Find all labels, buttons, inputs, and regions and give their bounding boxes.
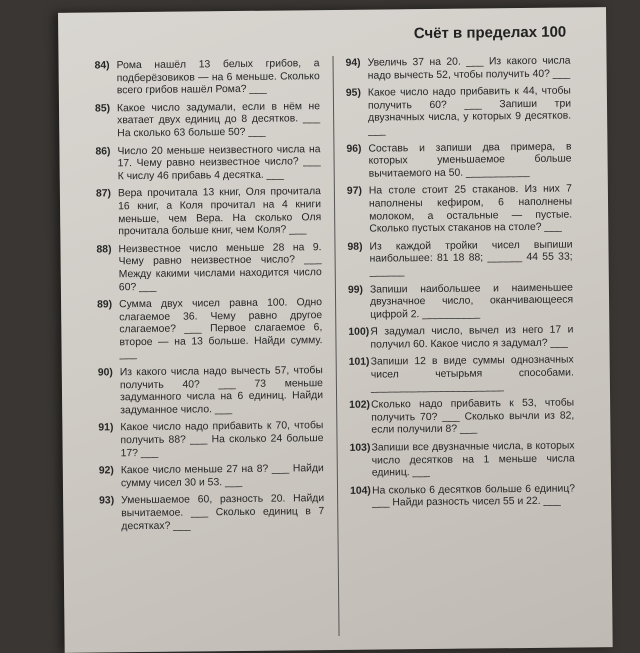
problem-item <box>95 144 320 184</box>
workbook-page <box>58 7 613 653</box>
problem-text: Из какого числа надо вычесть 57, чтобы получить 40? ___ 73 меньше задуманного числа на 6 единиц. Найди задуманное число. ___ <box>119 365 324 417</box>
problem-item <box>346 56 571 84</box>
problem-number: 95) <box>345 87 361 100</box>
problem-number: 102) <box>349 399 370 412</box>
problem-item <box>98 421 323 461</box>
problem-number: 89) <box>97 299 113 311</box>
problem-item <box>96 242 322 295</box>
problem-text: Запиши 12 в виде суммы однозначных чисел четырьмя способами. _______________________ <box>370 354 574 394</box>
problem-number: 100) <box>348 326 370 339</box>
problem-number: 85) <box>94 103 111 115</box>
problem-number: 84) <box>94 60 110 72</box>
problem-text: Какое число надо прибавить к 44, чтобы получить 60? ___ Запиши три двузначных числа, у которых 9 десятков. ___ <box>367 85 572 137</box>
problem-item <box>347 239 572 279</box>
problem-number: 94) <box>345 57 361 69</box>
problem-item <box>99 494 324 534</box>
problem-number: 86) <box>95 145 111 158</box>
problem-text: Увеличь 37 на 20. ___ Из какого числа надо вычесть 52, чтобы получить 40? ___ <box>367 55 571 82</box>
problem-text: Сколько надо прибавить к 53, чтобы получить 70? ___ Сколько вычли из 82, если получили 8? ___ <box>371 397 575 437</box>
problem-item <box>99 463 324 491</box>
problem-text: Уменьшаемое 60, разность 20. Найди вычитаемое. ___ Сколько единиц в 7 десятках? ___ <box>121 493 325 532</box>
problem-text: Я задумал число, вычел из него 17 и получил 60. Какое число я задумал? ___ <box>370 324 574 351</box>
problem-text: Какое число меньше 27 на 8? ___ Найди сумму чисел 30 и 53. ___ <box>120 463 324 490</box>
problem-number: 101) <box>348 357 370 369</box>
problem-item <box>95 58 320 98</box>
problem-text: Какое число надо прибавить к 70, чтобы получить 88? ___ На сколько 24 больше 17? ___ <box>120 420 324 459</box>
problem-item <box>346 86 572 139</box>
problem-text: Вера прочитала 13 книг, Оля прочитала 16 книг, а Коля прочитал на 4 книги меньше, чем Вера. На сколько Оля прочитала больше книг, чем Коля? ___ <box>117 186 322 238</box>
problem-number: 96) <box>346 143 362 155</box>
problem-text: Число 20 меньше неизвестного числа на 17. Чему равно неизвестное число? ___ К числу 46 прибавь 4 десятка. ___ <box>117 143 321 183</box>
problem-text: Запиши все двузначные числа, в которых число десятков на 1 меньше числа единиц. ___ <box>371 440 575 479</box>
problem-number: 103) <box>349 442 371 454</box>
problem-number: 93) <box>99 495 115 507</box>
problem-number: 97) <box>346 186 362 198</box>
problem-item <box>347 184 573 237</box>
problem-item <box>97 297 323 362</box>
problem-item <box>95 101 320 141</box>
problem-text: Неизвестное число меньше 28 на 9. Чему равно неизвестное число? ___ Между какими числами находится число 60? ___ <box>118 241 322 293</box>
problem-number: 99) <box>347 284 364 296</box>
problem-number: 98) <box>347 241 363 253</box>
problem-item <box>348 282 573 322</box>
problem-number: 88) <box>96 244 112 256</box>
problem-text: Рома нашёл 13 белых грибов, а подберёзовиков — на 6 меньше. Сколько всего грибов нашёл Рома? ___ <box>116 58 320 97</box>
right-column <box>346 56 576 516</box>
problem-text: Запиши наибольшее и наименьшее двузначное число, оканчивающееся цифрой 2. __________ <box>369 281 574 321</box>
problem-item <box>349 355 574 395</box>
problem-text: Составь и запиши два примера, в которых уменьшаемое больше вычитаемого на 50. ___________ <box>368 141 572 180</box>
problem-text: На сколько 6 десятков больше 6 единиц? ___ Найди разность чисел 55 и 22. ___ <box>371 483 576 510</box>
problem-item <box>350 483 575 511</box>
problem-text: Сумма двух чисел равна 100. Одно слагаемое 36. Чему равно другое слагаемое? ___ Первое слагаемое 6, второе — на 13 больше. Найди сумму. ___ <box>119 297 323 361</box>
problem-text: На столе стоит 25 стаканов. Из них 7 наполнены кефиром, 6 наполнены молоком, а остальные — пустые. Сколько пустых стаканов на столе? ___ <box>368 183 573 235</box>
problem-item <box>96 186 322 239</box>
problem-item <box>98 365 324 418</box>
problem-item <box>348 325 573 353</box>
problem-text: Какое число задумали, если в нём не хватает двух единиц до 8 десятков. ___ На сколько 63 больше 50? ___ <box>116 100 321 140</box>
problem-number: 87) <box>95 188 112 200</box>
column-divider <box>332 56 339 636</box>
page-title: Счёт в пределах 100 <box>413 23 567 43</box>
problem-item <box>346 141 571 181</box>
problem-number: 91) <box>98 422 114 434</box>
problem-item <box>349 398 574 438</box>
problem-number: 104) <box>349 485 371 497</box>
problem-text: Из каждой тройки чисел выпиши наибольшее: 81 18 88; ______ 44 55 33; ______ <box>369 239 573 278</box>
problem-number: 92) <box>98 465 114 477</box>
problem-number: 90) <box>97 367 113 379</box>
left-column <box>95 58 325 539</box>
problem-item <box>350 441 575 481</box>
